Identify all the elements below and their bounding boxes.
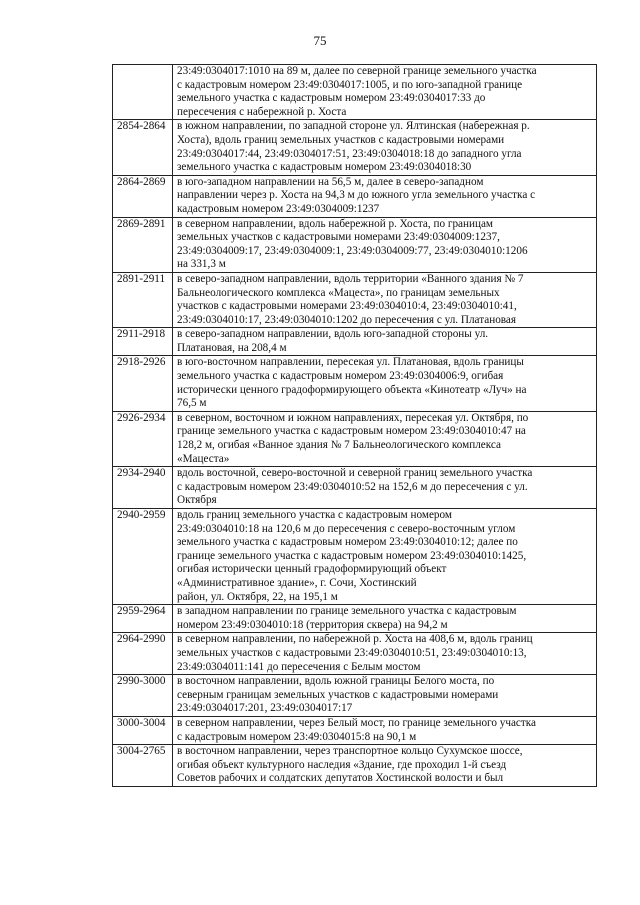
table-row bbox=[113, 272, 597, 327]
boundary-description-cell: в северном направлении, по набережной р. Хоста на 408,6 м, вдоль границ земельных участков с кадастровыми 23:49:0304010:51, 23:49:0304010:13, 23:49:0304011:141 до пересечения с Белым мостом bbox=[173, 633, 597, 675]
boundary-points-cell: 2918-2926 bbox=[113, 356, 173, 411]
page-number: 75 bbox=[313, 33, 327, 48]
boundary-points-cell: 2959-2964 bbox=[113, 605, 173, 633]
table-row bbox=[113, 745, 597, 787]
boundary-points-cell: 3004-2765 bbox=[113, 745, 173, 787]
boundary-points-cell: 2869-2891 bbox=[113, 217, 173, 272]
boundary-description-table bbox=[112, 64, 597, 787]
boundary-description-cell: вдоль восточной, северо-восточной и северной границ земельного участка с кадастровым номером 23:49:0304010:52 на 152,6 м до пересечения с ул. Октября bbox=[173, 467, 597, 509]
boundary-description-cell: в юго-восточном направлении, пересекая ул. Платановая, вдоль границы земельного участка с кадастровым номером 23:49:0304006:9, огибая исторически ценного градоформирующего объекта «Кинотеатр «Луч» на 76,5 м bbox=[173, 356, 597, 411]
boundary-points-cell: 2940-2959 bbox=[113, 509, 173, 605]
boundary-description-cell: в северном, восточном и южном направлениях, пересекая ул. Октября, по границе земельного участка с кадастровым номером 23:49:0304010:47 на 128,2 м, огибая «Ванное здания № 7 Бальнеологического комплекса «Мацеста» bbox=[173, 411, 597, 466]
boundary-description-cell: в северном направлении, вдоль набережной р. Хоста, по границам земельных участков с кадастровыми номерами 23:49:0304009:1237, 23:49:0304009:17, 23:49:0304009:1, 23:49:0304009:77, 23:49:0304010:1206 на 331,3 м bbox=[173, 217, 597, 272]
table-row bbox=[113, 633, 597, 675]
boundary-points-cell: 2854-2864 bbox=[113, 120, 173, 175]
boundary-description-cell: в восточном направлении, вдоль южной границы Белого моста, по северным границам земельных участков с кадастровыми номерами 23:49:0304017:201, 23:49:0304017:17 bbox=[173, 675, 597, 717]
table-row bbox=[113, 328, 597, 356]
table-row bbox=[113, 356, 597, 411]
boundary-points-cell: 2891-2911 bbox=[113, 272, 173, 327]
table-row bbox=[113, 175, 597, 217]
table-row bbox=[113, 605, 597, 633]
table-row bbox=[113, 675, 597, 717]
table-row bbox=[113, 411, 597, 466]
table-row bbox=[113, 120, 597, 175]
boundary-description-cell: в юго-западном направлении на 56,5 м, далее в северо-западном направлении через р. Хоста на 94,3 м до южного угла земельного участка с кадастровым номером 23:49:0304009:1237 bbox=[173, 175, 597, 217]
boundary-points-cell: 2926-2934 bbox=[113, 411, 173, 466]
boundary-description-cell: в северном направлении, через Белый мост, по границе земельного участка с кадастровым номером 23:49:0304015:8 на 90,1 м bbox=[173, 716, 597, 744]
boundary-points-cell: 2934-2940 bbox=[113, 467, 173, 509]
boundary-description-cell: 23:49:0304017:1010 на 89 м, далее по северной границе земельного участка с кадастровым номером 23:49:0304017:1005, и по юго-западной границе земельного участка с кадастровым номером 23:49:0304017:33 до пересечения с набережной р. Хоста bbox=[173, 65, 597, 120]
boundary-points-cell: 2990-3000 bbox=[113, 675, 173, 717]
boundary-table-body bbox=[113, 65, 597, 787]
boundary-description-cell: в южном направлении, по западной стороне ул. Ялтинская (набережная р. Хоста), вдоль границ земельных участков с кадастровыми номерами 23:49:0304017:44, 23:49:0304017:51, 23:49:0304018:18 до западного угла земельного участка с кадастровым номером 23:49:0304018:30 bbox=[173, 120, 597, 175]
boundary-description-cell: в северо-западном направлении, вдоль юго-западной стороны ул. Платановая, на 208,4 м bbox=[173, 328, 597, 356]
table-row bbox=[113, 509, 597, 605]
boundary-description-cell: в западном направлении по границе земельного участка с кадастровым номером 23:49:0304010:18 (территория сквера) на 94,2 м bbox=[173, 605, 597, 633]
boundary-description-cell: в северо-западном направлении, вдоль территории «Ванного здания № 7 Бальнеологического комплекса «Мацеста», по границам земельных участков с кадастровыми номерами 23:49:0304010:4, 23:49:0304010:41, 23:49:0304010:17, 23:49:0304010:1202 до пересечения с ул. Платановая bbox=[173, 272, 597, 327]
boundary-points-cell bbox=[113, 65, 173, 120]
boundary-points-cell: 2964-2990 bbox=[113, 633, 173, 675]
table-row bbox=[113, 467, 597, 509]
table-row bbox=[113, 217, 597, 272]
boundary-points-cell: 2864-2869 bbox=[113, 175, 173, 217]
boundary-points-cell: 3000-3004 bbox=[113, 716, 173, 744]
boundary-description-cell: вдоль границ земельного участка с кадастровым номером 23:49:0304010:18 на 120,6 м до пересечения с северо-восточным углом земельного участка с кадастровым номером 23:49:0304010:12; далее по границе земельного участка с кадастровым номером 23:49:0304010:1425, огибая исторически ценный градоформирующий объект «Административное здание», г. Сочи, Хостинский район, ул. Октября, 22, на 195,1 м bbox=[173, 509, 597, 605]
boundary-points-cell: 2911-2918 bbox=[113, 328, 173, 356]
table-row bbox=[113, 716, 597, 744]
table-row bbox=[113, 65, 597, 120]
boundary-description-cell: в восточном направлении, через транспортное кольцо Сухумское шоссе, огибая объект культурного наследия «Здание, где проходил 1-й съезд Советов рабочих и солдатских депутатов Хостинской волости и был bbox=[173, 745, 597, 787]
